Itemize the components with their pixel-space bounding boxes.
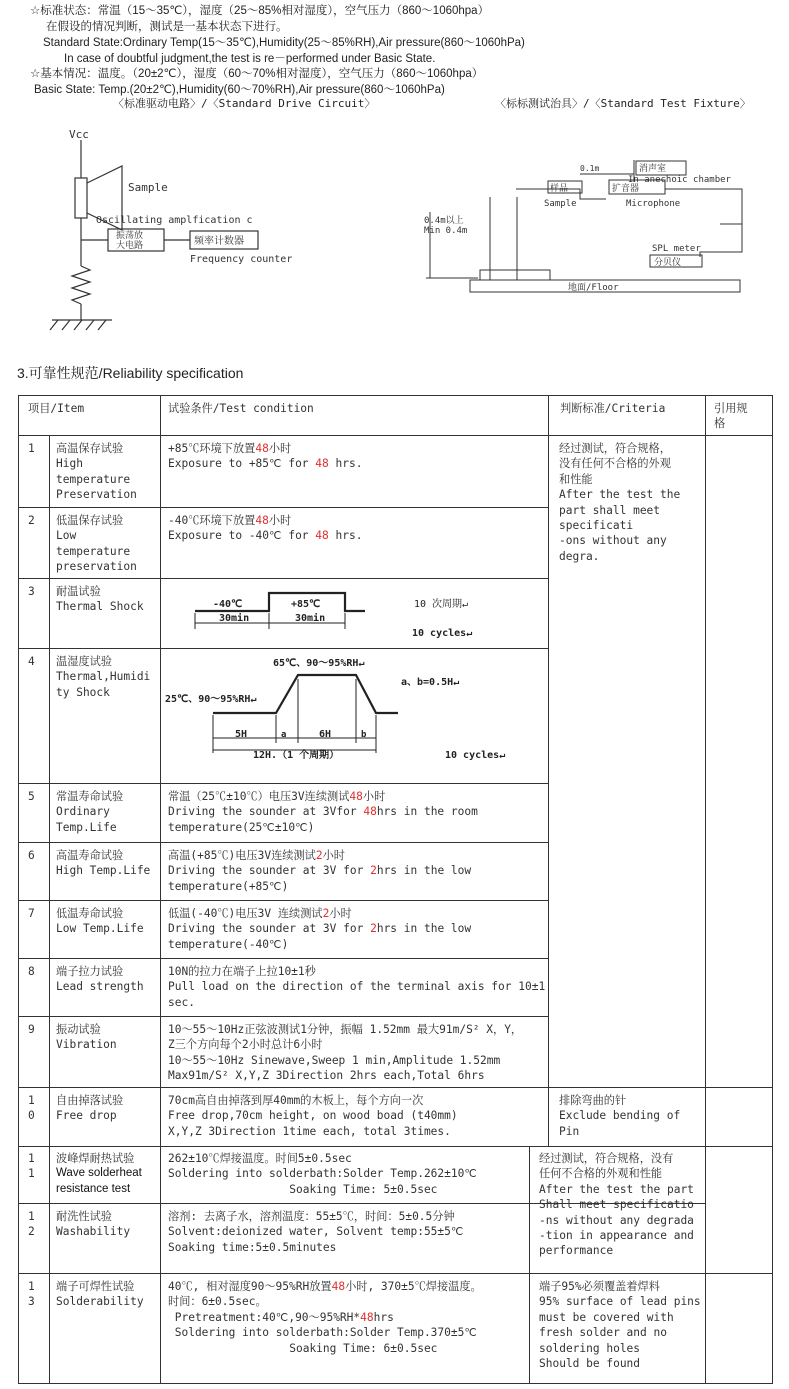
freq-box-label: 频率计数器 (194, 236, 244, 247)
osc-label: Oscillating amplfication c (96, 215, 253, 226)
row-number: 7 (28, 907, 35, 920)
row-condition: 常温（25℃±10℃）电压3V连续测试48小时 Driving the sounder at 3Vfor 48hrs in the room temperature(25℃±10℃) (168, 790, 478, 834)
criteria-general: 经过测试，符合规格， 没有任何不合格的外观 和性能 After the test the part shall meet specificati -ons without any degra. (559, 442, 681, 563)
row-condition: 40℃, 相对湿度90～95%RH放置48小时, 370±5℃焊接温度。 时间：6±0.5sec。 Pretreatment:40℃,90～95%RH*48hrs Soldering into solderbath:Solder Temp.370±5℃ Soaking Time: 6±0.5sec (168, 1280, 482, 1355)
hc-base-label: 25℃、90～95%RH↵ (165, 694, 257, 705)
basic-state-cn: ☆基本情况：温度。（20±2℃），湿度（60～70%相对湿度），空气压力（860～1060hpa） (30, 68, 484, 80)
row-item: 耐洗性试验 Washability (56, 1210, 131, 1239)
std-state-en: Standard State:Ordinary Temp(15～35℃),Humidity(25～85%RH),Air pressure(860～1060hPa) (43, 37, 525, 49)
ts-t1-label: 30min (219, 613, 250, 624)
sample-label: Sample (128, 181, 168, 194)
height-cn-label: 0.4m以上 (424, 216, 464, 226)
osc-box-line2: 大电路 (116, 241, 144, 251)
row-number: 3 (28, 585, 35, 598)
hc-6h-label: 6H (319, 729, 332, 740)
hc-a-label: a (281, 730, 287, 740)
spl-box-label: 分贝仪 (654, 258, 682, 268)
fixture-title: 〈标标测试治具〉/〈Standard Test Fixture〉 (495, 97, 751, 110)
row-item: 常温寿命试验 Ordinary Temp.Life (56, 790, 124, 834)
row-number: 2 (28, 514, 35, 527)
row-item: 低温保存试验 Low temperature preservation (56, 514, 137, 574)
row-condition: 低温(-40℃)电压3V 连续测试2小时 Driving the sounder at 3V for 2hrs in the low temperature(-40℃) (168, 907, 472, 951)
doubtful-cn: 在假设的情况判断，测试是一基本状态下进行。 (46, 21, 288, 33)
row-item: 自由掉落试验 Free drop (56, 1094, 124, 1123)
hc-cycles-label: 10 cycles↵ (445, 750, 506, 761)
hc-top-label: 65℃、90～95%RH↵ (273, 658, 365, 669)
ts-cycles-cn: 10 次周期↵ (414, 599, 469, 610)
test-fixture-diagram (420, 152, 750, 297)
osc-box-line1: 振荡放 (116, 231, 144, 241)
chamber-box-label: 消声室 (639, 164, 667, 174)
row-condition: 262±10℃焊接温度。时间5±0.5sec Soldering into solderbath:Solder Temp.262±10℃ Soaking Time: 5±0.5sec (168, 1152, 477, 1196)
header-criteria: 判断标准/Criteria (560, 402, 666, 415)
freq-label: Frequency counter (190, 254, 293, 265)
row-condition: +85℃环境下放置48小时 Exposure to +85℃ for 48 hrs. (168, 442, 363, 471)
hc-5h-label: 5H (235, 729, 248, 740)
row-condition: 10～55～10Hz正弦波测试1分钟，振幅 1.52mm 最大91m/S² X，Y， Z三个方向每个2小时总计6小时 10～55～10Hz Sinewave,Sweep 1 min,Amplitude 1.52mm Max91m/S² X,Y,Z 3Direction 2hrs each,Total 6hrs (168, 1023, 523, 1083)
sample-box-label: 样品 (550, 184, 569, 194)
row-item: 振动试验 Vibration (56, 1023, 117, 1052)
row-condition: 高温(+85℃)电压3V连续测试2小时 Driving the sounder at 3V for 2hrs in the low temperature(+85℃) (168, 849, 472, 893)
row-item: 高温寿命试验 High Temp.Life (56, 849, 151, 878)
spl-label: SPL meter (652, 244, 701, 254)
chamber-label: In anechoic chamber (628, 175, 731, 185)
drive-circuit-title: 〈标准驱动电路〉/〈Standard Drive Circuit〉 (113, 97, 376, 110)
row-condition: 溶剂: 去离子水，溶剂温度：55±5℃，时间：5±0.5分钟 Solvent:deionized water, Solvent temp:55±5℃ Soaking time:5±0.5minutes (168, 1210, 464, 1254)
ts-cycles-en: 10 cycles↵ (412, 628, 473, 639)
row-item: 波峰焊耐热试验 Wave solderheat resistance test (56, 1152, 142, 1195)
ts-t2-label: 30min (295, 613, 326, 624)
humidity-cycle-diagram (163, 653, 543, 778)
row-item: 温湿度试验 Thermal,Humidi ty Shock (56, 655, 151, 699)
height-en-label: Min 0.4m (424, 226, 468, 236)
std-state-cn: ☆标准状态：常温（15～35℃），湿度（25～85%相对湿度），空气压力（860～1060hpa） (30, 5, 490, 17)
row-number: 1 0 (28, 1094, 35, 1123)
row-item: 耐温试验 Thermal Shock (56, 585, 144, 614)
row-number: 5 (28, 790, 35, 803)
hc-b-label: b (361, 730, 367, 740)
criteria-solder: 经过测试，符合规格，没有 任何不合格的外观和性能 After the test the part Shall meet specificatio -ns without any degrada -tion in appearance and performance (539, 1152, 694, 1258)
row-condition: -40℃环境下放置48小时 Exposure to -40℃ for 48 hrs. (168, 514, 363, 543)
row-number: 8 (28, 965, 35, 978)
row-number: 4 (28, 655, 35, 668)
distance-label: 0.1m (580, 164, 600, 173)
ts-low-label: -40℃ (213, 599, 243, 610)
row-number: 1 (28, 442, 35, 455)
header-condition: 试验条件/Test condition (168, 402, 314, 415)
mic-box-label: 扩音器 (612, 184, 640, 194)
basic-state-en: Basic State: Temp.(20±2℃),Humidity(60～70%RH),Air pressure(860～1060hPa) (34, 84, 445, 96)
criteria-drop: 排除弯曲的针 Exclude bending of Pin (559, 1094, 681, 1138)
sample-label: Sample (544, 199, 577, 209)
header-item: 项目/Item (28, 402, 85, 415)
hc-ab-label: a、b=0.5H↵ (401, 677, 460, 688)
header-ref: 引用规 格 (714, 402, 748, 431)
mic-label: Microphone (626, 199, 681, 209)
floor-label: 地面/Floor (568, 283, 619, 293)
row-number: 1 3 (28, 1280, 35, 1309)
vcc-label: Vcc (69, 128, 89, 141)
row-number: 1 1 (28, 1152, 35, 1181)
hc-period-label: 12H.（1 个周期） (253, 750, 340, 761)
thermal-shock-diagram (185, 585, 485, 645)
section-title: 3.可靠性规范/Reliability specification (17, 365, 244, 381)
row-item: 高温保存试验 High temperature Preservation (56, 442, 137, 502)
row-item: 端子可焊性试验 Solderability (56, 1280, 144, 1309)
doubtful-en: In case of doubtful judgment,the test is re－performed under Basic State. (64, 53, 436, 65)
row-item: 端子拉力试验 Lead strength (56, 965, 144, 994)
row-number: 6 (28, 849, 35, 862)
criteria-solderability: 端子95%必须覆盖着焊料 95% surface of lead pins must be covered with fresh solder and no soldering holes Should be found (539, 1280, 701, 1371)
row-number: 1 2 (28, 1210, 35, 1239)
row-condition: 70cm高自由掉落到厚40mm的木板上，每个方向一次 Free drop,70cm height, on wood boad (t40mm) X,Y,Z 3Direction 1time each, total 3times. (168, 1094, 458, 1138)
row-number: 9 (28, 1023, 35, 1036)
row-condition: 10N的拉力在端子上拉10±1秒 Pull load on the direction of the terminal axis for 10±1 sec. (168, 965, 546, 1009)
row-item: 低温寿命试验 Low Temp.Life (56, 907, 144, 936)
ts-high-label: +85℃ (291, 599, 321, 610)
drive-circuit-diagram (30, 118, 330, 348)
